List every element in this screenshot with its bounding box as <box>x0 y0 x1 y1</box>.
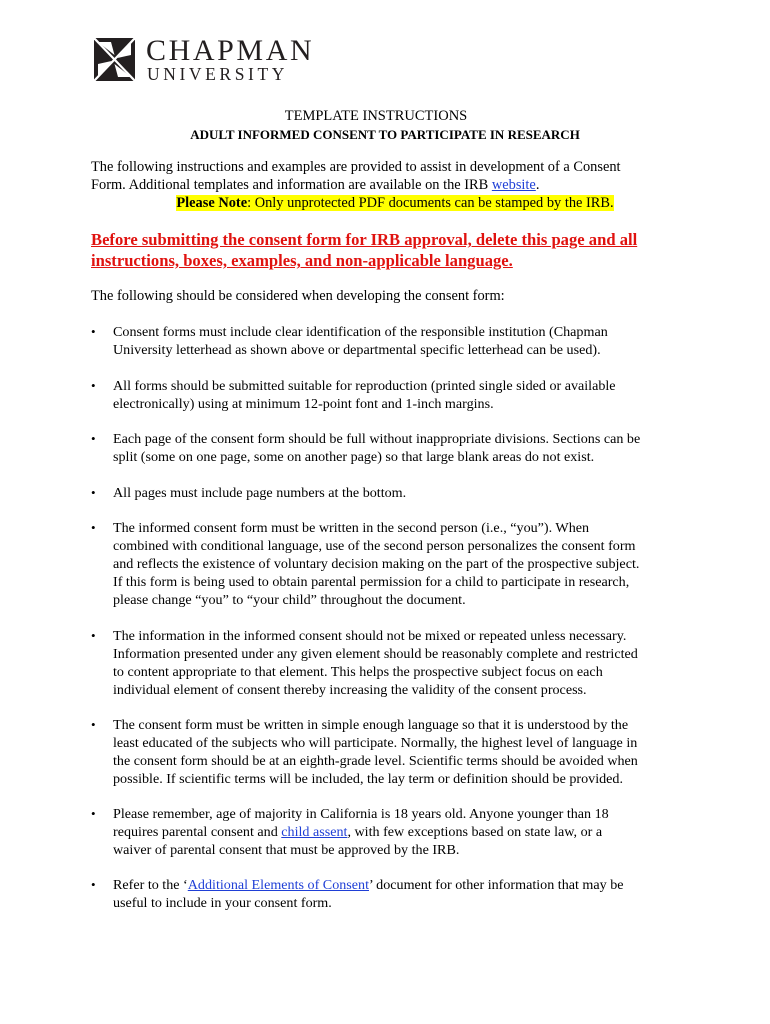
bullet-line-text: Refer to the ‘ <box>113 877 188 893</box>
bullet-text <box>113 519 683 609</box>
bullet-line: to content appropriate to that element. This helps the prospective subject focus on each <box>113 664 603 680</box>
bullet-symbol: • <box>91 431 96 446</box>
bullet-line: possible. If scientific terms will be included, the lay term or definition should be provided. <box>113 771 623 787</box>
intro-line-2-end: . <box>535 177 540 193</box>
bullet-line-text: ’ document for other information that may be <box>369 877 624 893</box>
bullet-line: waiver of parental consent that must be approved by the IRB. <box>113 842 460 858</box>
bullet-text <box>113 716 683 788</box>
bullet-text <box>113 805 683 859</box>
bullet-line: The informed consent form must be written in the second person (i.e., “you”). When <box>113 520 590 536</box>
bullet-text <box>113 430 683 466</box>
bullet-line: split (some on one page, some on another page) so that large blank areas do not exist. <box>113 449 595 465</box>
child-assent-link[interactable]: child assent <box>281 824 348 840</box>
warning-line-1: Before submitting the consent form for IRB approval, delete this page and all <box>91 230 638 249</box>
bullet-line: Each page of the consent form should be full without inappropriate divisions. Sections can be <box>113 431 641 447</box>
intro-line-1: The following instructions and examples are provided to assist in development of a Consent <box>91 159 621 175</box>
pdf-note-highlight <box>176 195 613 211</box>
bullet-line: Please remember, age of majority in California is 18 years old. Anyone younger than 18 <box>113 806 609 822</box>
bullet-line-text: requires parental consent and <box>113 824 282 840</box>
website-link[interactable]: website <box>491 177 536 193</box>
bullet-text <box>113 627 683 699</box>
chapman-logo-icon <box>94 38 135 81</box>
bullet-line: the consent form should be at an eighth-grade level. Scientific terms should be avoided when <box>113 753 638 769</box>
warning-line-2: instructions, boxes, examples, and non-applicable language. <box>91 251 513 270</box>
bullet-symbol: • <box>91 324 96 339</box>
considerations-lead: The following should be considered when developing the consent form: <box>91 288 505 304</box>
bullet-symbol: • <box>91 628 96 643</box>
bullet-line: useful to include in your consent form. <box>113 895 332 911</box>
document-title: TEMPLATE INSTRUCTIONS <box>284 108 468 124</box>
bullet-line: combined with conditional language, use of the second person personalizes the consent form <box>113 538 636 554</box>
bullet-line-text: , with few exceptions based on state law, or a <box>347 824 603 840</box>
bullet-line: All forms should be submitted suitable for reproduction (printed single sided or available <box>113 378 616 394</box>
bullet-line: The consent form must be written in simple enough language so that it is understood by the <box>113 717 629 733</box>
intro-paragraph <box>91 158 691 212</box>
chapman-university-logo <box>94 34 324 84</box>
bullet-line: All pages must include page numbers at the bottom. <box>113 485 407 501</box>
bullet-line <box>113 876 683 894</box>
intro-line-2 <box>91 176 691 194</box>
bullet-line: University letterhead as shown above or departmental specific letterhead can be used). <box>113 342 601 358</box>
bullet-symbol: • <box>91 717 96 732</box>
pdf-note <box>91 194 691 212</box>
bullet-line: The information in the informed consent should not be mixed or repeated unless necessary. <box>113 628 627 644</box>
bullet-line: Information presented under any given element should be reasonably complete and restricted <box>113 646 638 662</box>
bullet-symbol: • <box>91 520 96 535</box>
bullet-line: least educated of the subjects who will participate. Normally, the highest level of language in <box>113 735 638 751</box>
bullet-line: electronically) using at minimum 12-point font and 1-inch margins. <box>113 396 494 412</box>
delete-instructions-warning <box>91 229 691 271</box>
note-text: : Only unprotected PDF documents can be stamped by the IRB. <box>247 195 614 211</box>
bullet-line <box>113 823 683 841</box>
bullet-symbol: • <box>91 485 96 500</box>
note-label: Please Note <box>176 195 248 211</box>
bullet-text <box>113 323 683 359</box>
additional-elements-link[interactable]: Additional Elements of Consent <box>187 877 369 893</box>
bullet-text <box>113 484 683 502</box>
logo-name-chapman: CHAPMAN <box>146 34 315 67</box>
bullet-line: individual element of consent thereby increasing the validity of the consent process. <box>113 682 587 698</box>
logo-name-university: UNIVERSITY <box>147 64 288 84</box>
bullet-text <box>113 377 683 413</box>
bullet-line: If this form is being used to obtain parental permission for a child to participate in research, <box>113 574 630 590</box>
bullet-line: and reflects the existence of voluntary decision making on the part of the prospective subject. <box>113 556 640 572</box>
bullet-text <box>113 876 683 912</box>
document-subtitle: ADULT INFORMED CONSENT TO PARTICIPATE IN RESEARCH <box>190 127 580 142</box>
bullet-symbol: • <box>91 806 96 821</box>
bullet-line: please change “you” to “your child” throughout the document. <box>113 592 466 608</box>
bullet-symbol: • <box>91 877 96 892</box>
bullet-symbol: • <box>91 378 96 393</box>
intro-line-2-text: Form. Additional templates and information are available on the IRB <box>91 177 492 193</box>
bullet-line: Consent forms must include clear identification of the responsible institution (Chapman <box>113 324 608 340</box>
